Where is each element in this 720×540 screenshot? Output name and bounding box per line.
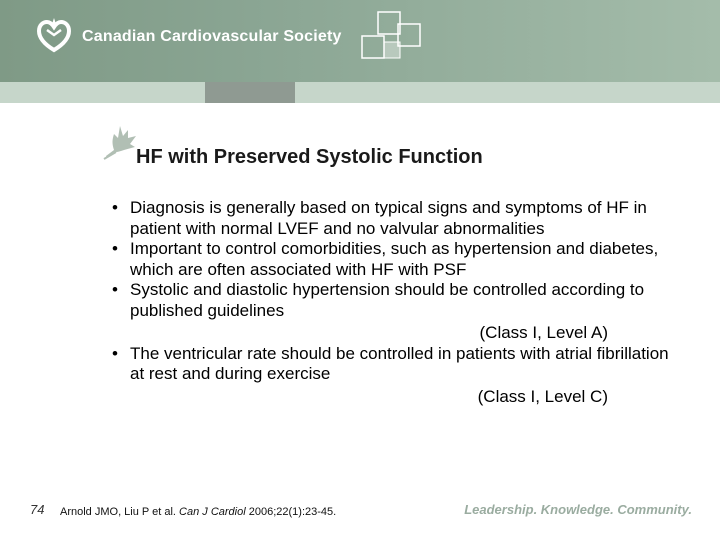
organization-name: Canadian Cardiovascular Society: [82, 28, 342, 45]
evidence-level: (Class I, Level C): [477, 386, 608, 406]
header-stripe-dark: [205, 82, 295, 103]
header-stripe-light: [0, 82, 205, 103]
page-number: 74: [30, 502, 45, 517]
bullet-item: [110, 280, 670, 344]
evidence-level: (Class I, Level A): [479, 323, 608, 342]
ccs-heart-leaf-logo-icon: [34, 16, 74, 56]
citation-authors: Arnold JMO, Liu P et al.: [60, 506, 176, 518]
bullet-list: [110, 198, 670, 407]
citation-details: 2006;22(1):23-45.: [248, 506, 337, 518]
bullet-text: The ventricular rate should be controlled in patients with atrial fibrillation at rest and during exercise: [130, 343, 669, 383]
bullet-item: [110, 239, 670, 280]
citation: [60, 506, 336, 518]
decorative-squares-icon: [358, 10, 428, 70]
bullet-text: Diagnosis is generally based on typical signs and symptoms of HF in patient with normal LVEF and no valvular abnormalities: [130, 198, 647, 238]
slide-title: HF with Preserved Systolic Function: [136, 146, 483, 168]
citation-journal: Can J Cardiol: [179, 506, 246, 518]
bullet-text: Systolic and diastolic hypertension should be controlled according to published guidelines: [130, 280, 645, 320]
maple-leaf-icon: [102, 122, 140, 162]
header-band: [0, 0, 720, 82]
header-stripe-light-right: [295, 82, 720, 103]
bullet-text: Important to control comorbidities, such as hypertension and diabetes, which are often associated with HF with PSF: [130, 239, 659, 279]
footer-tagline: Leadership. Knowledge. Community.: [464, 502, 692, 517]
bullet-item: [110, 344, 670, 408]
bullet-item: [110, 198, 670, 239]
